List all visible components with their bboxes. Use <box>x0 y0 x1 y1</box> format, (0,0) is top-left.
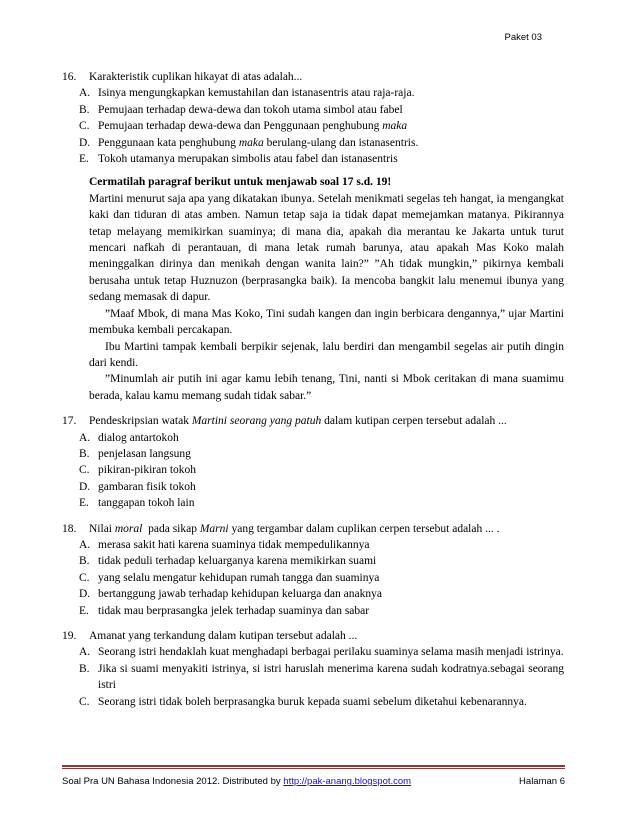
question-number: 17. <box>62 415 77 428</box>
option-c: C. Seorang istri tidak boleh berprasangka buruk kepada suami sebelum diketahui kebenarannya. <box>79 695 527 708</box>
footer-rule <box>62 765 565 767</box>
question-text: Karakteristik cuplikan hikayat di atas adalah... <box>89 71 303 83</box>
question-number: 19. <box>62 630 77 642</box>
option-a: A. Seorang istri hendaklah kuat menghadapi berbagai perilaku suaminya selama masih menjadi istrinya. <box>79 646 564 659</box>
option-d: D. bertanggung jawab terhadap kehidupan keluarga dan anaknya <box>79 588 382 601</box>
question-number: 16. <box>62 71 77 83</box>
option-d: D. Penggunaan kata penghubung maka berulang-ulang dan istanasentris. <box>79 136 419 149</box>
question-text: Nilai moral pada sikap Marni yang tergambar dalam cuplikan cerpen tersebut adalah ... . <box>89 522 500 535</box>
option-a: A. Isinya mengungkapkan kemustahilan dan istanasentris atau raja-raja. <box>79 87 415 100</box>
option-c: C. Pemujaan terhadap dewa-dewa dan Penggunaan penghubung maka <box>79 120 408 133</box>
option-e: E. tidak mau berprasangka jelek terhadap suaminya dan sabar <box>79 604 370 617</box>
question-number: 18. <box>62 522 77 535</box>
option-c: C. pikiran-pikiran tokoh <box>79 464 197 477</box>
question-sheet <box>62 69 564 710</box>
option-a: A. merasa sakit hati karena suaminya tidak mempedulikannya <box>79 538 370 551</box>
option-b: B. Jika si suami menyakiti istrinya, si istri haruslah menerima karena sudah kodratnya.sebagai seorang istri <box>79 662 564 692</box>
option-e: E. Tokoh utamanya merupakan simbolis atau fabel dan istanasentris <box>79 153 398 166</box>
question-17 <box>62 413 564 511</box>
option-e: E. tanggapan tokoh lain <box>79 497 195 510</box>
question-18 <box>62 521 564 619</box>
package-label: Paket 03 <box>504 32 542 43</box>
blog-link[interactable]: http://pak-anang.blogspot.com <box>283 776 412 787</box>
question-text: Amanat yang terkandung dalam kutipan tersebut adalah ... <box>89 630 358 642</box>
option-c: C. yang selalu mengatur kehidupan rumah tangga dan suaminya <box>79 571 380 584</box>
question-text: Pendeskripsian watak Martini seorang yang patuh dalam kutipan cerpen tersebut adalah ... <box>89 415 507 428</box>
option-d: D. gambaran fisik tokoh <box>79 480 196 493</box>
footer-rule-thin <box>62 768 565 769</box>
page-number: Halaman 6 <box>519 776 565 787</box>
option-b: B. Pemujaan terhadap dewa-dewa dan tokoh utama simbol atau fabel <box>79 103 403 116</box>
footer-source: Soal Pra UN Bahasa Indonesia 2012. Distributed by http://pak-anang.blogspot.com <box>62 776 412 787</box>
option-a: A. dialog antartokoh <box>79 431 179 444</box>
option-b: B. penjelasan langsung <box>79 447 191 460</box>
reading-passage <box>62 174 564 404</box>
passage-paragraph-1: Martini menurut saja apa yang dikatakan ibunya. Setelah menikmati segelas teh hangat, ia mengangkat kaki dan tiduran di atas amben. Namun tetap saja ia tidak dapat memejamkan matanya. Pikirannya tetap melayang memikirkan suaminya; di mana dia, apakah dia merantau ke Jakarta untuk turut mencari nafkah di perantauan, di mana letak rumah barunya, atau apakah Mas Koko malah meninggalkan dirinya dan menikah dengan wanita lain?” ”Ah tidak mungkin,” pikirnya kembali berusaha untuk tetap Huznuzon (berprasangka baik). Ia mencoba bangkit lalu menemui ibunya yang sedang memasak di dapur. <box>89 192 564 304</box>
passage-title: Cermatilah paragraf berikut untuk menjawab soal 17 s.d. 19! <box>89 176 392 189</box>
question-16 <box>62 69 564 167</box>
question-19 <box>62 628 564 710</box>
passage-paragraph-4: ”Minumlah air putih ini agar kamu lebih tenang, Tini, nanti si Mbok ceritakan di mana suamimu berada, kalau kamu memang sudah tidak sabar.” <box>89 373 564 402</box>
passage-paragraph-2: ”Maaf Mbok, di mana Mas Koko, Tini sudah kangen dan ingin berbicara dengannya,” ujar Martini membuka kembali percakapan. <box>89 307 564 337</box>
page-footer <box>62 776 565 787</box>
option-b: B. tidak peduli terhadap keluarganya karena memikirkan suami <box>79 555 377 568</box>
passage-paragraph-3: Ibu Martini tampak kembali berpikir sejenak, lalu berdiri dan mengambil segelas air putih dingin dari kendi. <box>89 340 564 369</box>
